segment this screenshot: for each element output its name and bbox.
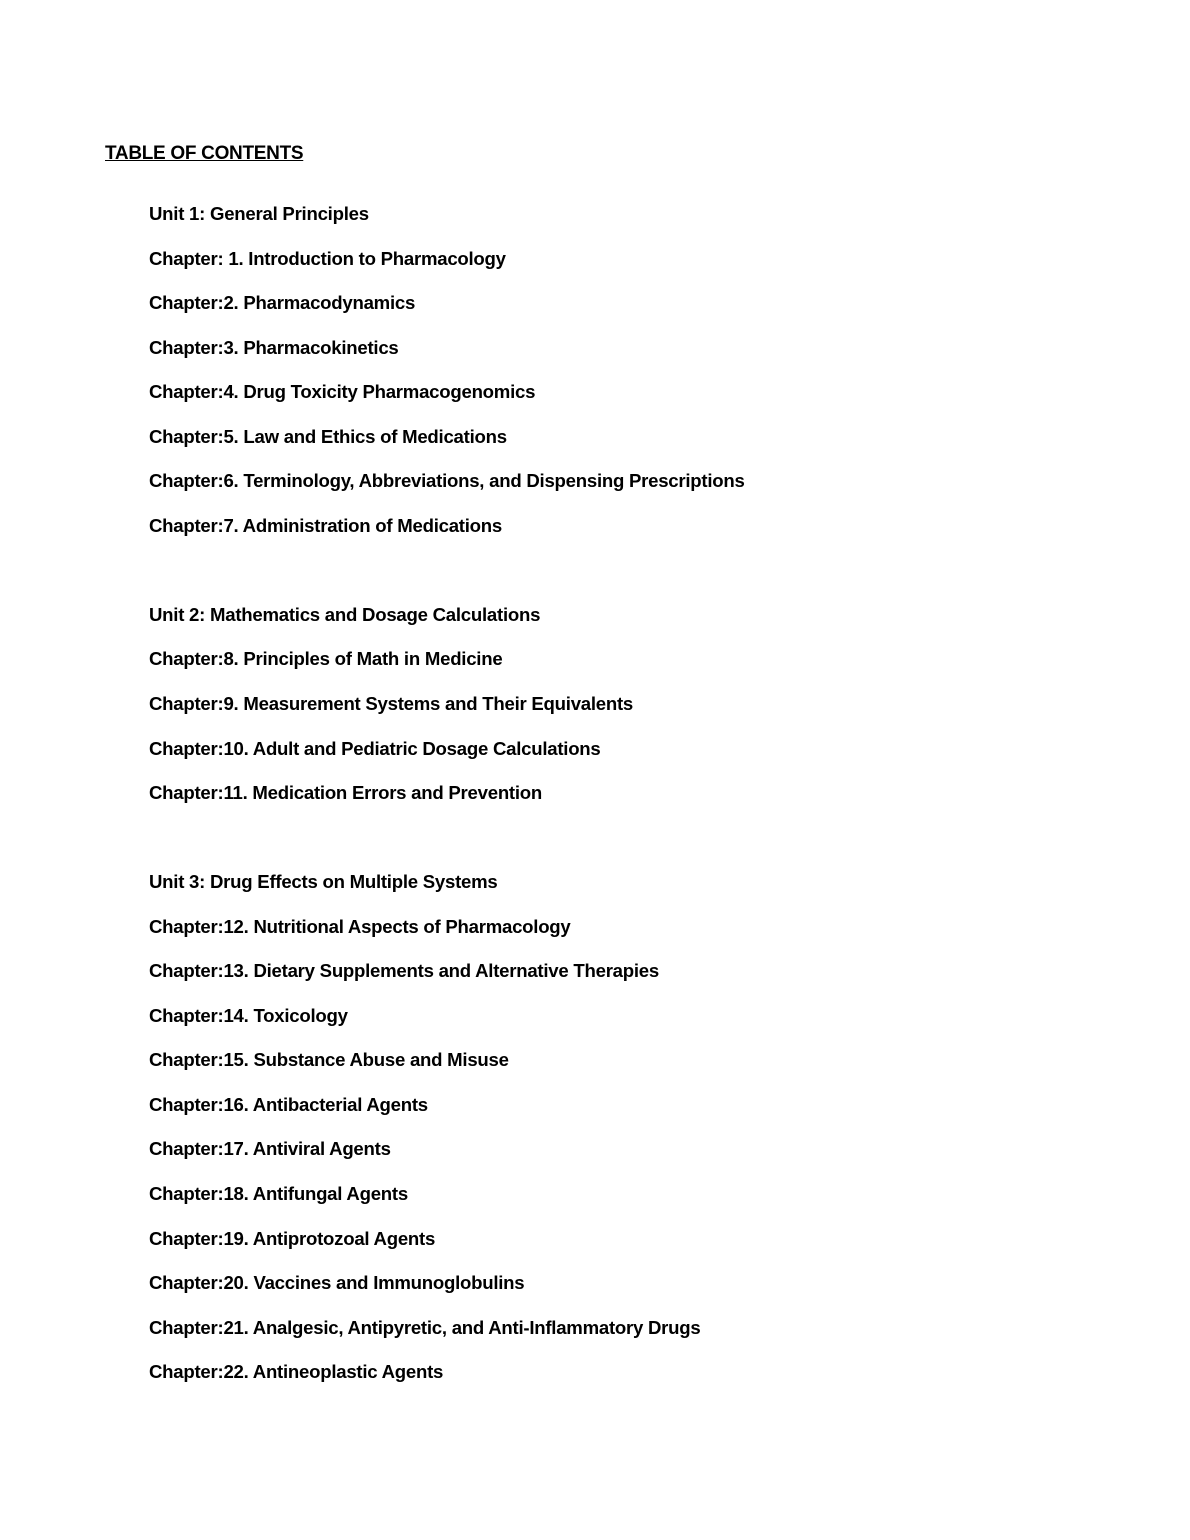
unit-heading: Unit 2: Mathematics and Dosage Calculations [149,603,541,625]
unit-heading: Unit 3: Drug Effects on Multiple Systems [149,871,498,893]
toc-title: TABLE OF CONTENTS [105,143,304,164]
chapter-entry: Chapter:19. Antiprotozoal Agents [149,1227,436,1249]
chapter-entry: Chapter:12. Nutritional Aspects of Pharmacology [149,915,571,937]
chapter-entry: Chapter:21. Analgesic, Antipyretic, and Anti-Inflammatory Drugs [149,1316,701,1338]
chapter-entry: Chapter:20. Vaccines and Immunoglobulins [149,1272,525,1294]
chapter-entry: Chapter:15. Substance Abuse and Misuse [149,1049,509,1071]
chapter-entry: Chapter:10. Adult and Pediatric Dosage Calculations [149,737,601,759]
chapter-entry: Chapter:16. Antibacterial Agents [149,1093,428,1115]
chapter-entry: Chapter:9. Measurement Systems and Their Equivalents [149,693,634,715]
chapter-entry: Chapter:4. Drug Toxicity Pharmacogenomics [149,381,536,403]
chapter-entry: Chapter:3. Pharmacokinetics [149,336,399,358]
chapter-entry: Chapter:18. Antifungal Agents [149,1183,408,1205]
chapter-entry: Chapter:2. Pharmacodynamics [149,292,416,314]
chapter-entry: Chapter:13. Dietary Supplements and Alternative Therapies [149,960,659,982]
chapter-entry: Chapter:14. Toxicology [149,1004,348,1026]
chapter-entry: Chapter:5. Law and Ethics of Medications [149,425,507,447]
chapter-entry: Chapter:8. Principles of Math in Medicine [149,648,503,670]
spacer [149,548,745,593]
chapter-entry: Chapter:11. Medication Errors and Prevention [149,782,542,804]
spacer [149,816,745,861]
chapter-entry: Chapter:6. Terminology, Abbreviations, and Dispensing Prescriptions [149,470,745,492]
unit-heading: Unit 1: General Principles [149,203,369,224]
chapter-entry: Chapter:7. Administration of Medications [149,514,502,536]
chapter-entry: Chapter:17. Antiviral Agents [149,1138,391,1160]
chapter-entry: Chapter:22. Antineoplastic Agents [149,1361,444,1383]
toc-list [149,192,745,1395]
chapter-entry: Chapter: 1. Introduction to Pharmacology [149,247,506,269]
